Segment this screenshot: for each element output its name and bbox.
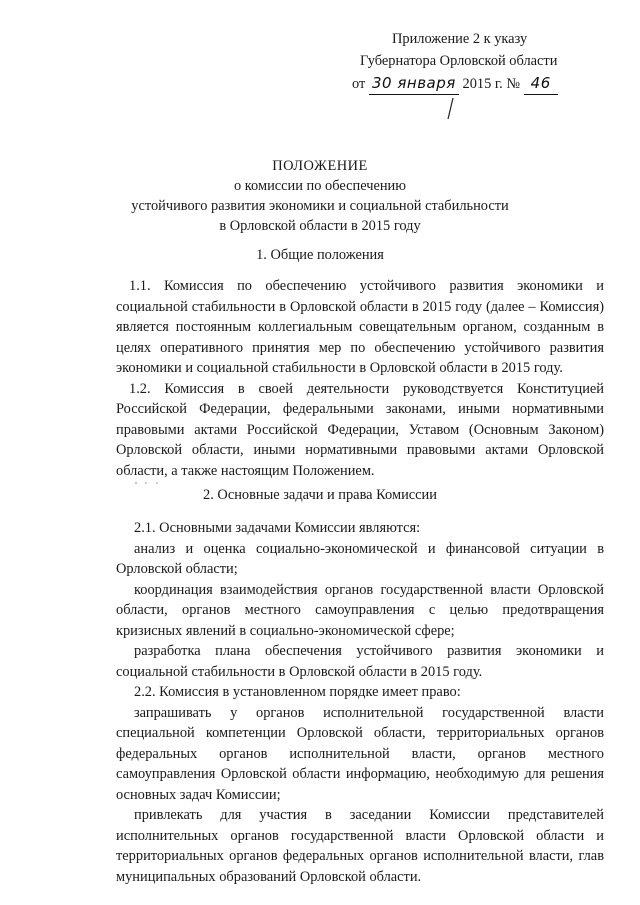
paragraph-2-1-item-coordination: координация взаимодействия органов государственной власти Орловской области, органов местного самоуправления с целью предотвращения кризисных явлений в социально-экономической сфере;: [116, 581, 604, 639]
paragraph-2-2: 2.2. Комиссия в установленном порядке имеет право:: [134, 684, 461, 700]
header-line-appendix: Приложение 2 к указу: [392, 31, 528, 47]
title-line-3: устойчивого развития экономики и социальной стабильности: [131, 198, 509, 214]
document-title: ПОЛОЖЕНИЕ: [272, 158, 368, 174]
header-line-date: [352, 72, 592, 95]
section-2-heading: 2. Основные задачи и права Комиссии: [203, 487, 437, 503]
paragraph-2-2-item-request: запрашивать у органов исполнительной государственной власти специальной компетенции Орловской области, территориальных органов федеральных органов исполнительной власти, органов местного самоуправления Орловской области информацию, необходимую для решения основных задач Комиссии;: [116, 704, 604, 803]
paragraph-1-1: 1.1. Комиссия по обеспечению устойчивого развития экономики и социальной стабильности в Орловской области в 2015 году (далее – Комиссия) является постоянным коллегиальным совещательным органом, созданным в целях оперативного принятия мер по обеспечению устойчивого развития экономики и социальной стабильности в Орловской области в 2015 году.: [116, 278, 604, 376]
section-2-body: [116, 518, 604, 887]
paragraph-2-1-item-analysis: анализ и оценка социально-экономической и финансовой ситуации в Орловской области;: [116, 540, 604, 577]
section-1-heading: 1. Общие положения: [256, 247, 384, 263]
document-header: [352, 28, 592, 95]
header-line-governor: Губернатора Орловской области: [360, 53, 558, 69]
section-1-body: [116, 276, 604, 481]
scan-speck-marks: [133, 480, 173, 486]
header-from-label: от: [352, 76, 366, 92]
handwritten-number: 46: [524, 72, 558, 95]
handwritten-date: 30 января: [369, 72, 459, 95]
paragraph-2-2-item-involve: привлекать для участия в заседании Комиссии представителей исполнительных органов государственной власти Орловской области и территориальных органов федеральных органов исполнительной власти, глав муниципальных образований Орловской области.: [116, 807, 604, 885]
signature-stroke-mark: [445, 98, 459, 120]
header-year-label: 2015 г. №: [462, 76, 521, 92]
title-line-4: в Орловской области в 2015 году: [219, 218, 421, 234]
paragraph-2-1: 2.1. Основными задачами Комиссии являются:: [134, 520, 421, 536]
paragraph-2-1-item-plan: разработка плана обеспечения устойчивого развития экономики и социальной стабильности в Орловской области в 2015 году.: [116, 643, 604, 680]
title-line-2: о комиссии по обеспечению: [233, 178, 407, 194]
document-title-block: [0, 156, 640, 236]
paragraph-1-2: 1.2. Комиссия в своей деятельности руководствуется Конституцией Российской Федерации, федеральными законами, иными нормативными правовыми актами Российской Федерации, Уставом (Основным Законом) Орловской области, иными нормативными правовыми актами Орловской области, а также настоящим Положением.: [116, 380, 604, 479]
